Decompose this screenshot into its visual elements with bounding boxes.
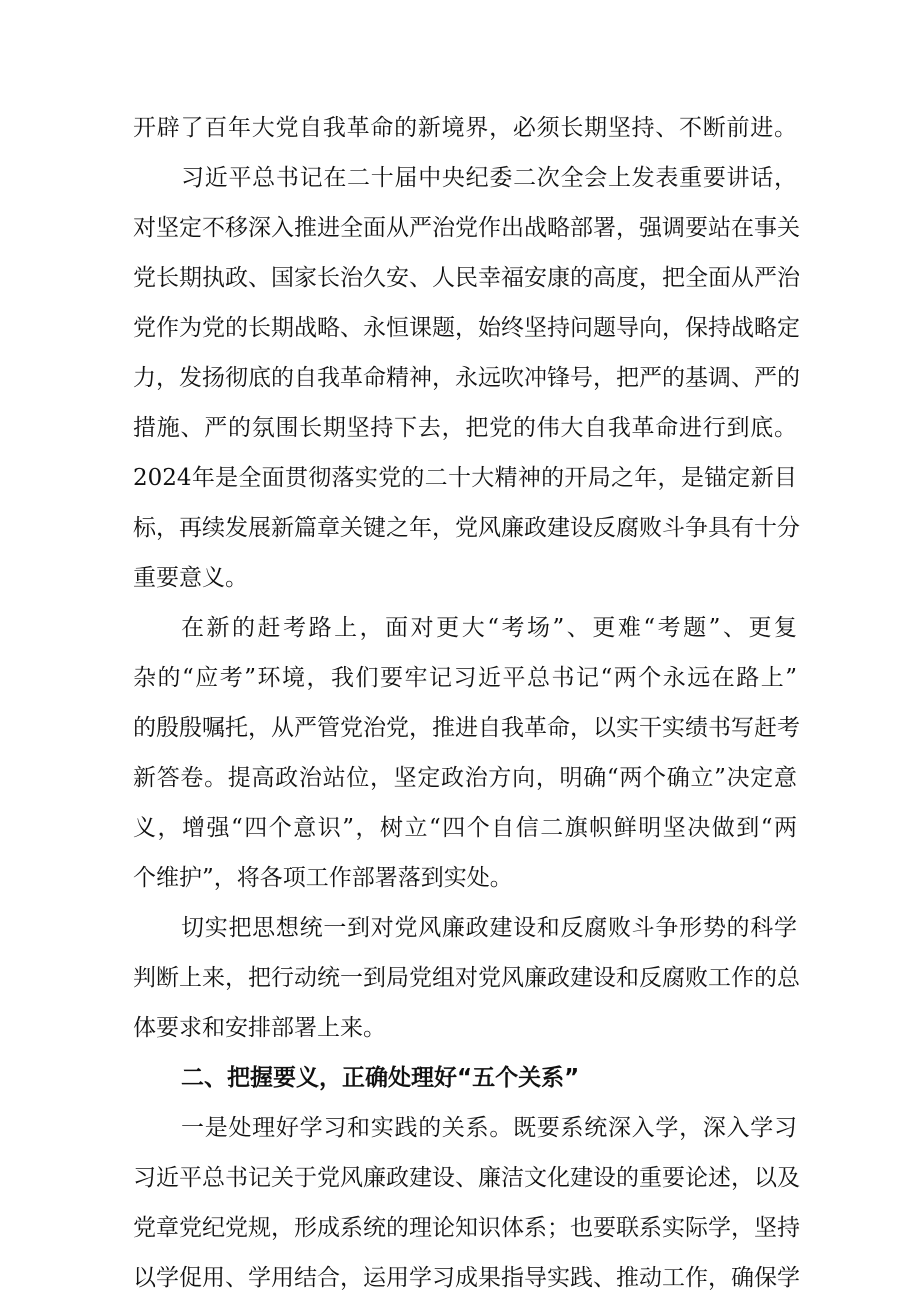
text-line: 在新的赶考路上，面对更大“考场”、更难“考题”、更复: [181, 615, 797, 641]
text-line: 习近平总书记在二十届中央纪委二次全会上发表重要讲话，: [181, 165, 797, 191]
text-line: 义，增强“四个意识”，树立“四个自信二旗帜鲜明坚决做到“两: [133, 815, 797, 841]
text-line: 党长期执政、国家长治久安、人民幸福安康的高度，把全面从严治: [133, 265, 800, 291]
text-line: 一是处理好学习和实践的关系。既要系统深入学，深入学习: [181, 1115, 797, 1141]
text-line: 力，发扬彻底的自我革命精神，永远吹冲锋号，把严的基调、严的: [133, 365, 800, 391]
text-line: 的殷殷嘱托，从严管党治党，推进自我革命，以实干实绩书写赶考: [133, 715, 800, 741]
text-line: 党章党纪党规，形成系统的理论知识体系；也要联系实际学，坚持: [133, 1215, 800, 1241]
text-line: 切实把思想统一到对党风廉政建设和反腐败斗争形势的科学: [181, 915, 797, 941]
text-line: 对坚定不移深入推进全面从严治党作出战略部署，强调要站在事关: [133, 215, 800, 241]
text-line: 开辟了百年大党自我革命的新境界，必须长期坚持、不断前进。: [133, 115, 797, 141]
text-line: 杂的“应考”环境，我们要牢记习近平总书记“两个永远在路上”: [133, 665, 797, 691]
text-line: 体要求和安排部署上来。: [133, 1015, 386, 1041]
text-line: 新答卷。提高政治站位，坚定政治方向，明确“两个确立”决定意: [133, 765, 797, 791]
text-line: 重要意义。: [133, 565, 248, 591]
text-line: 措施、严的氛围长期坚持下去，把党的伟大自我革命进行到底。: [133, 415, 797, 441]
text-line: 习近平总书记关于党风廉政建设、廉洁文化建设的重要论述，以及: [133, 1165, 800, 1191]
text-line: 2024年是全面贯彻落实党的二十大精神的开局之年，是锚定新目: [133, 465, 797, 491]
text-line: 以学促用、学用结合，运用学习成果指导实践、推动工作，确保学: [133, 1265, 800, 1291]
section-heading: 二、把握要义，正确处理好“五个关系”: [181, 1065, 580, 1091]
text-line: 个维护”，将各项工作部署落到实处。: [133, 865, 513, 891]
text-line: 党作为党的长期战略、永恒课题，始终坚持问题导向，保持战略定: [133, 315, 800, 341]
text-line: 标，再续发展新篇章关键之年，党风廉政建设反腐败斗争具有十分: [133, 515, 800, 541]
text-line: 判断上来，把行动统一到局党组对党风廉政建设和反腐败工作的总: [133, 965, 800, 991]
